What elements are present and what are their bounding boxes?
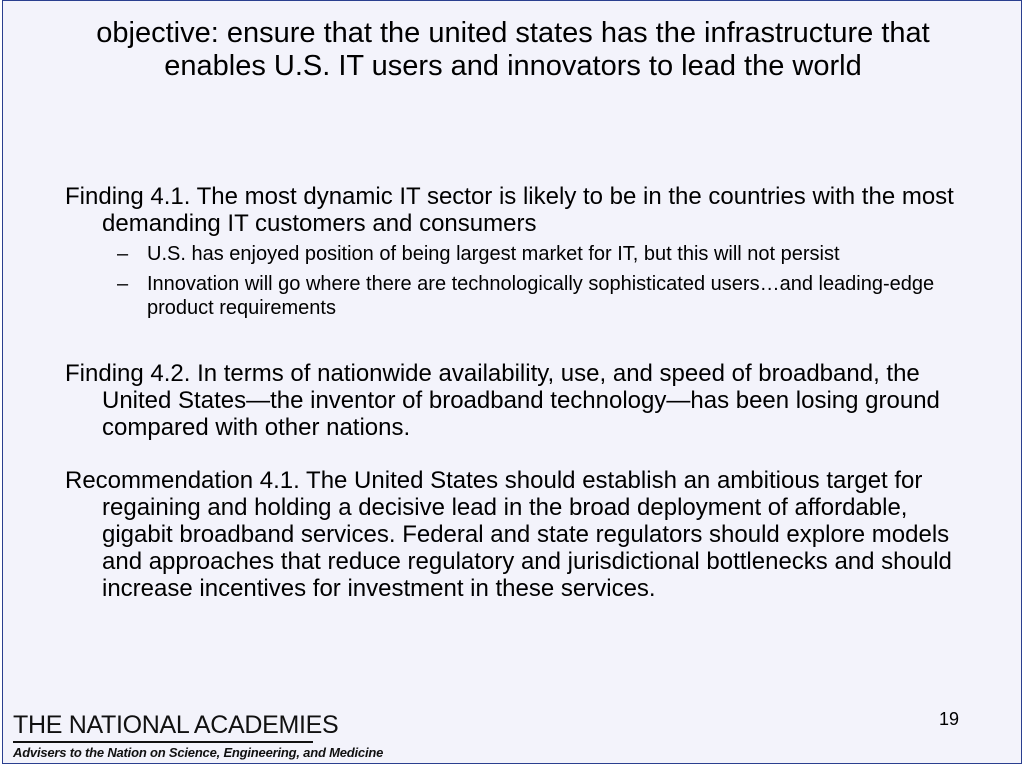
sub-bullet-text: U.S. has enjoyed position of being largest market for IT, but this will not persist [147, 243, 840, 265]
finding-4-1-sub-list [65, 242, 975, 320]
logo-tagline: Advisers to the Nation on Science, Engineering, and Medicine [13, 745, 384, 760]
slide-body [65, 183, 975, 602]
logo-title: THE NATIONAL ACADEMIES [13, 711, 339, 739]
sub-bullet-text: Innovation will go where there are technologically sophisticated users…and leading-edge product requirements [147, 273, 935, 319]
recommendation-4-1: Recommendation 4.1. The United States should establish an ambitious target for regaining and holding a decisive lead in the broad deployment of affordable, gigabit broadband services. Federal and state regulators should explore models and approaches that reduce regulatory and jurisdictional bottlenecks and should increase incentives for investment in these services. [65, 467, 952, 602]
slide-title: objective: ensure that the united states has the infrastructure that enables U.S. IT users and innovators to lead the world [96, 17, 930, 82]
finding-4-1: Finding 4.1. The most dynamic IT sector is likely to be in the countries with the most demanding IT customers and consumers [65, 183, 954, 237]
logo-divider [13, 741, 313, 743]
sub-bullet-item [65, 242, 975, 266]
dash-bullet: – [117, 243, 129, 265]
dash-bullet: – [117, 273, 129, 295]
national-academies-logo [13, 713, 383, 761]
slide [2, 0, 1022, 764]
finding-4-2: Finding 4.2. In terms of nationwide availability, use, and speed of broadband, the United States—the inventor of broadband technology—has been losing ground compared with other nations. [65, 360, 940, 441]
sub-bullet-item [65, 272, 975, 320]
page-number: 19 [938, 709, 960, 729]
